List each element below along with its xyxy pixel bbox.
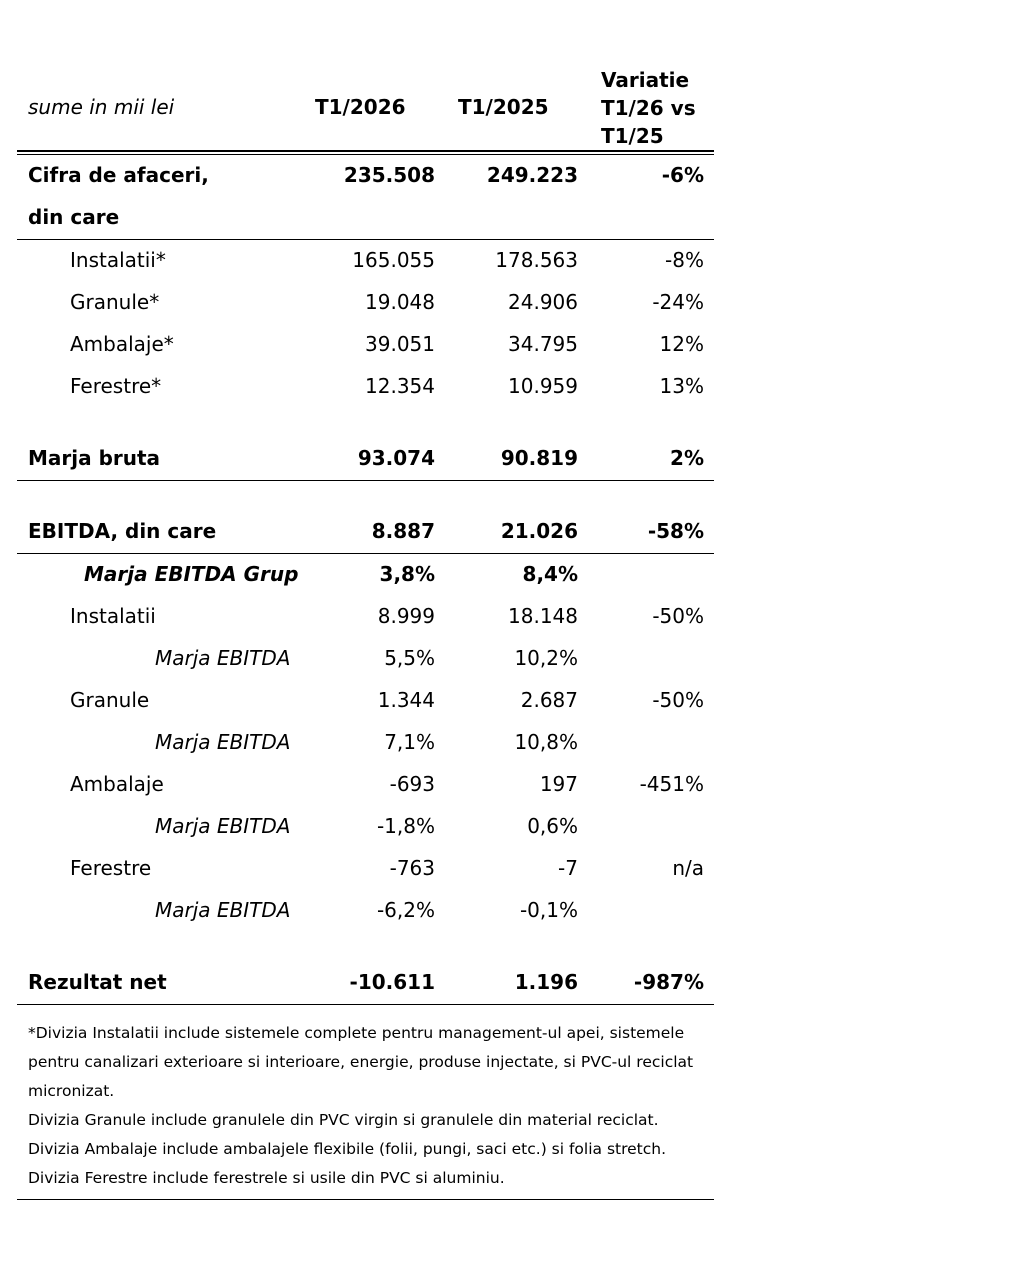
- spacer: [17, 481, 714, 511]
- ebitda-margin-t1-2025: 10,8%: [514, 730, 578, 754]
- ebitda-margin-label: Marja EBITDA: [155, 646, 291, 670]
- ebitda-segment-t1-2025: 18.148: [508, 604, 578, 628]
- net-result-t1-2025: 1.196: [514, 970, 578, 994]
- ebitda-segment-variation: n/a: [672, 856, 704, 880]
- ebitda-margin-label: Marja EBITDA: [155, 730, 291, 754]
- segment-label: Granule*: [70, 290, 160, 314]
- ebitda-variation: -58%: [647, 519, 704, 543]
- table-header: [17, 64, 714, 150]
- ebitda-segment-label: Ambalaje: [70, 772, 164, 796]
- ebitda-segment-variation: -50%: [652, 688, 704, 712]
- segment-label: Ferestre*: [70, 374, 162, 398]
- segment-label: Ambalaje*: [70, 332, 174, 356]
- ebitda-segment-t1-2026: 8.999: [377, 604, 435, 628]
- ebitda-segment-label: Ferestre: [70, 856, 152, 880]
- ebitda-margin-label: Marja EBITDA: [155, 814, 291, 838]
- table-row: [17, 282, 714, 324]
- revenue-label: Cifra de afaceri,: [28, 163, 209, 187]
- ebitda-t1-2026: 8.887: [371, 519, 435, 543]
- table-row: [17, 366, 714, 408]
- table-row: [17, 680, 714, 722]
- ebitda-group-margin-label: Marja EBITDA Grup: [84, 562, 299, 586]
- units-label: sume in mii lei: [28, 95, 175, 119]
- table-row: [17, 596, 714, 638]
- column-header-t1-2026: T1/2026: [315, 95, 406, 119]
- ebitda-segment-t1-2026: -763: [389, 856, 435, 880]
- ebitda-margin-t1-2026: -6,2%: [376, 898, 435, 922]
- ebitda-margin-label: Marja EBITDA: [155, 898, 291, 922]
- segment-t1-2026: 165.055: [352, 248, 435, 272]
- ebitda-margin-t1-2025: 10,2%: [514, 646, 578, 670]
- segment-t1-2025: 34.795: [508, 332, 578, 356]
- ebitda-t1-2025: 21.026: [500, 519, 578, 543]
- segment-t1-2025: 10.959: [508, 374, 578, 398]
- revenue-label-line2: din care: [28, 205, 120, 229]
- ebitda-group-margin-row: [17, 554, 714, 596]
- segment-variation: -8%: [665, 248, 704, 272]
- net-result-row: [17, 962, 714, 1005]
- ebitda-margin-t1-2025: -0,1%: [519, 898, 578, 922]
- ebitda-margin-t1-2026: 7,1%: [384, 730, 435, 754]
- ebitda-group-margin-t1-2026: 3,8%: [379, 562, 435, 586]
- table-row: [17, 722, 714, 764]
- spacer: [17, 408, 714, 438]
- revenue-row-continued: [17, 197, 714, 240]
- column-header-t1-2025: T1/2025: [458, 95, 549, 119]
- footnote: Divizia Granule include granulele din PVC virgin si granulele din material reciclat.: [28, 1111, 659, 1129]
- gross-margin-row: [17, 438, 714, 481]
- segment-variation: 12%: [659, 332, 704, 356]
- ebitda-segment-label: Instalatii: [70, 604, 156, 628]
- ebitda-segment-variation: -451%: [639, 772, 704, 796]
- ebitda-label: EBITDA, din care: [28, 519, 217, 543]
- net-result-t1-2026: -10.611: [349, 970, 435, 994]
- table-row: [17, 890, 714, 932]
- ebitda-segment-t1-2025: 197: [539, 772, 578, 796]
- ebitda-segment-variation: -50%: [652, 604, 704, 628]
- ebitda-margin-t1-2026: -1,8%: [376, 814, 435, 838]
- ebitda-segment-label: Granule: [70, 688, 150, 712]
- segment-t1-2025: 24.906: [508, 290, 578, 314]
- segment-variation: -24%: [652, 290, 704, 314]
- table-row: [17, 240, 714, 282]
- segment-t1-2026: 19.048: [365, 290, 435, 314]
- table-row: [17, 764, 714, 806]
- gross-margin-t1-2026: 93.074: [357, 446, 435, 470]
- ebitda-segment-t1-2025: -7: [558, 856, 578, 880]
- table-row: [17, 848, 714, 890]
- segment-t1-2025: 178.563: [495, 248, 578, 272]
- footnote: *Divizia Instalatii include sistemele complete pentru management-ul apei, sistemele pentru canalizari exterioare si interioare, energie, produse injectate, si PVC-ul reciclat micronizat.: [28, 1024, 694, 1100]
- net-result-variation: -987%: [633, 970, 704, 994]
- gross-margin-variation: 2%: [670, 446, 704, 470]
- ebitda-margin-t1-2026: 5,5%: [384, 646, 435, 670]
- revenue-row: [17, 155, 714, 197]
- segment-t1-2026: 39.051: [365, 332, 435, 356]
- footnote: Divizia Ferestre include ferestrele si usile din PVC si aluminiu.: [28, 1169, 505, 1187]
- segment-variation: 13%: [659, 374, 704, 398]
- net-result-label: Rezultat net: [28, 970, 167, 994]
- revenue-t1-2026: 235.508: [343, 163, 435, 187]
- ebitda-segment-t1-2026: 1.344: [377, 688, 435, 712]
- table-row: [17, 638, 714, 680]
- revenue-variation: -6%: [661, 163, 704, 187]
- ebitda-group-margin-t1-2025: 8,4%: [522, 562, 578, 586]
- table-row: [17, 806, 714, 848]
- financial-table: [17, 64, 714, 1200]
- footnotes: [17, 1005, 714, 1200]
- segment-t1-2026: 12.354: [365, 374, 435, 398]
- gross-margin-t1-2025: 90.819: [500, 446, 578, 470]
- gross-margin-label: Marja bruta: [28, 446, 161, 470]
- ebitda-segment-t1-2026: -693: [389, 772, 435, 796]
- table-row: [17, 324, 714, 366]
- ebitda-segment-t1-2025: 2.687: [520, 688, 578, 712]
- spacer: [17, 932, 714, 962]
- ebitda-margin-t1-2025: 0,6%: [527, 814, 578, 838]
- segment-label: Instalatii*: [70, 248, 166, 272]
- column-header-variatie: Variatie T1/26 vs T1/25: [601, 68, 696, 148]
- ebitda-row: [17, 511, 714, 554]
- revenue-t1-2025: 249.223: [486, 163, 578, 187]
- footnote: Divizia Ambalaje include ambalajele flexibile (folii, pungi, saci etc.) si folia stretch.: [28, 1140, 667, 1158]
